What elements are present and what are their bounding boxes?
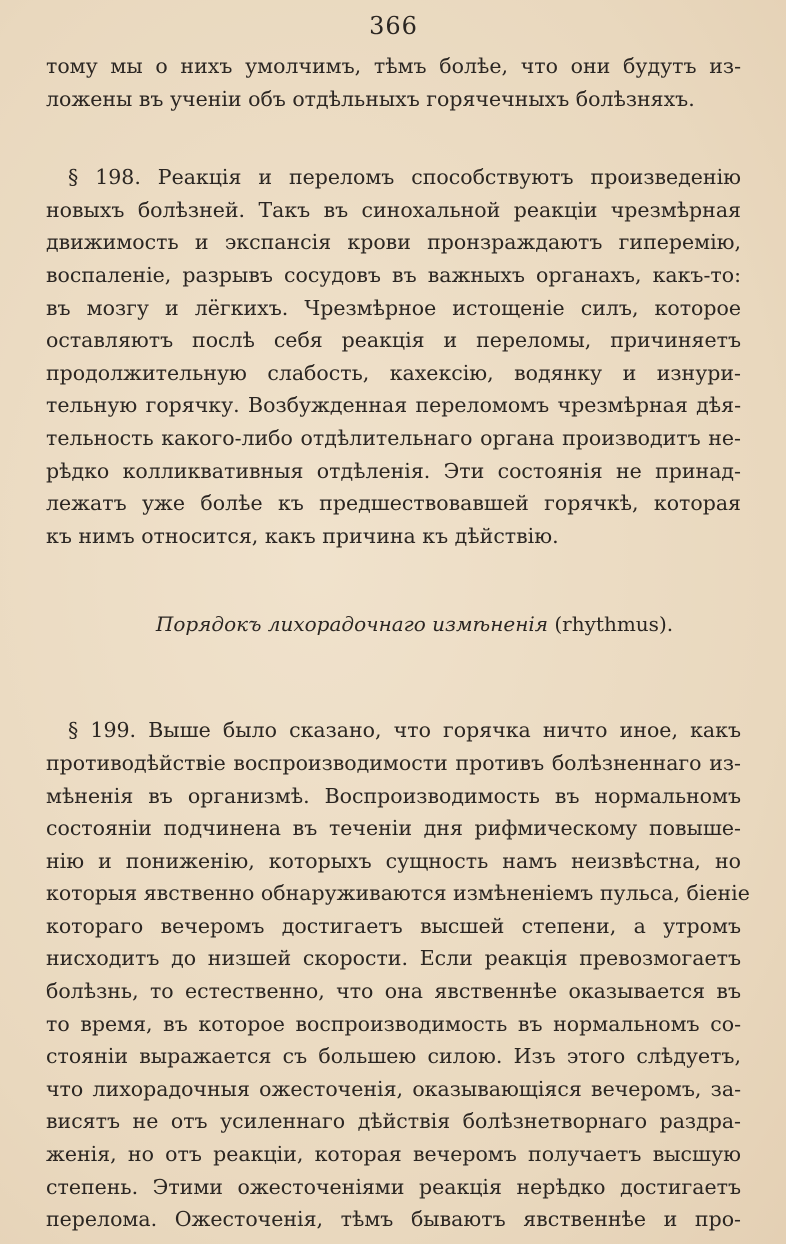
text-line: § 198. Реакція и переломъ способствуютъ произведенію bbox=[68, 165, 741, 190]
section-heading bbox=[46, 612, 741, 652]
page-number: 366 bbox=[369, 12, 418, 40]
text-line: къ нимъ относится, какъ причина къ дѣйствію. bbox=[46, 523, 559, 548]
heading-roman: (rhythmus). bbox=[554, 612, 674, 637]
text-line: противодѣйствіе воспроизводимости противъ болѣзненнаго из- bbox=[46, 750, 741, 775]
text-line: болѣзнь, то естественно, что она явственнѣе оказывается въ bbox=[46, 979, 741, 1004]
text-line: новыхъ болѣзней. Такъ въ синохальной реакціи чрезмѣрная bbox=[46, 197, 741, 222]
text-line: тому мы о нихъ умолчимъ, тѣмъ болѣе, что они будутъ из- bbox=[46, 54, 741, 78]
text-line: оставляютъ послѣ себя реакція и переломы, причиняетъ bbox=[46, 328, 741, 353]
text-line: которыя явственно обнаруживаются измѣненіемъ пульса, біеніе bbox=[46, 881, 750, 906]
text-line: въ мозгу и лёгкихъ. Чрезмѣрное истощеніе силъ, которое bbox=[46, 295, 741, 320]
text-line: висятъ не отъ усиленнаго дѣйствія болѣзнетворнаго раздра- bbox=[46, 1109, 741, 1134]
text-line: состояніи подчинена въ теченіи дня рифмическому повыше- bbox=[46, 816, 741, 841]
text-line: тельность какого-либо отдѣлительнаго органа производитъ не- bbox=[46, 425, 741, 450]
paragraph-198 bbox=[46, 161, 741, 552]
text-line: нисходитъ до низшей скорости. Если реакція превозмогаетъ bbox=[46, 946, 741, 971]
text-line: женія, но отъ реакціи, которая вечеромъ получаетъ высшую bbox=[46, 1142, 741, 1167]
heading-italic: Порядокъ лихорадочнаго измѣненія bbox=[155, 612, 549, 637]
text-line: воспаленіе, разрывъ сосудовъ въ важныхъ органахъ, какъ-то: bbox=[46, 262, 741, 287]
text-line: перелома. Ожесточенія, тѣмъ бываютъ явственнѣе и про- bbox=[46, 1207, 741, 1232]
text-line: то время, въ которое воспроизводимость въ нормальномъ со- bbox=[46, 1011, 741, 1036]
text-line: лежатъ уже болѣе къ предшествовавшей горячкѣ, которая bbox=[46, 491, 741, 516]
text-line: рѣдко колликвативныя отдѣленія. Эти состоянія не принад- bbox=[46, 458, 741, 483]
text-line: котораго вечеромъ достигаетъ высшей степени, а утромъ bbox=[46, 913, 741, 938]
text-line: ложены въ ученіи объ отдѣльныхъ горячечныхъ болѣзняхъ. bbox=[46, 86, 695, 111]
text-line: § 199. Выше было сказано, что горячка ничто иное, какъ bbox=[68, 718, 741, 743]
paragraph-intro bbox=[46, 50, 741, 115]
text-line: продолжительную слабость, кахексію, водянку и изнури- bbox=[46, 360, 741, 385]
text-line: что лихорадочныя ожесточенія, оказывающіяся вечеромъ, за- bbox=[46, 1076, 741, 1101]
text-line: стояніи выражается съ большею силою. Изъ этого слѣдуетъ, bbox=[46, 1044, 741, 1069]
text-line: тельную горячку. Возбужденная переломомъ чрезмѣрная дѣя- bbox=[46, 393, 741, 418]
text-line: мѣненія въ организмѣ. Воспроизводимость въ нормальномъ bbox=[46, 783, 741, 808]
text-line: нію и пониженію, которыхъ сущность намъ неизвѣстна, но bbox=[46, 848, 741, 873]
text-line: движимость и экспансія крови пронзраждаютъ гиперемію, bbox=[46, 230, 741, 255]
text-line: степень. Этими ожесточеніями реакція нерѣдко достигаетъ bbox=[46, 1174, 741, 1199]
paragraph-199 bbox=[46, 714, 750, 1236]
